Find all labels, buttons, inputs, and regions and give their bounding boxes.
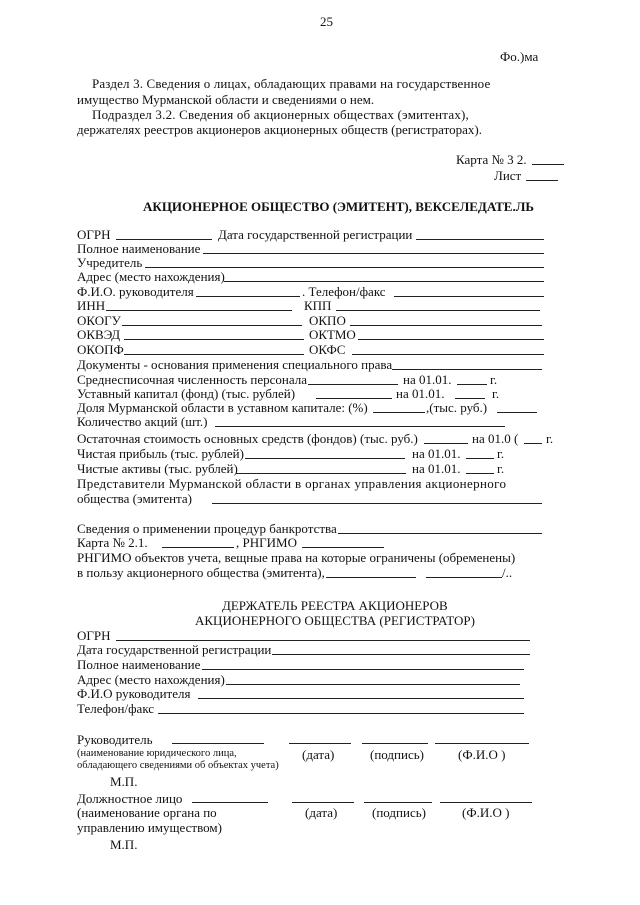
head-date-caption: (дата) (302, 747, 335, 762)
charter-capital-label: Уставный капитал (фонд) (тыс. рублей) (77, 386, 296, 401)
headcount-label: Среднесписочная численность персонала (77, 372, 308, 387)
registrar-reg-date-field[interactable] (272, 654, 530, 655)
in-favor-label: в пользу акционерного общества (эмитента), (77, 565, 325, 580)
okved-field[interactable] (124, 339, 304, 340)
rngimo-field[interactable] (302, 547, 384, 548)
okved-label: ОКВЭД (77, 327, 121, 342)
sheet-label: Лист (494, 168, 522, 183)
net-assets-field[interactable] (236, 473, 406, 474)
reg-date-field[interactable] (416, 239, 544, 240)
official-note-cont: управлению имуществом) (77, 820, 222, 835)
section-3-heading-cont: имущество Мурманской области и сведениями о нем. (77, 92, 375, 107)
charter-capital-year-field[interactable] (455, 398, 485, 399)
headcount-year-suffix: г. (490, 372, 498, 387)
residual-date-label: на 01.0 ( (472, 431, 519, 446)
oktmo-label: ОКТМО (309, 327, 356, 342)
okpo-field[interactable] (350, 325, 542, 326)
shares-count-field[interactable] (215, 426, 505, 427)
bankruptcy-label: Сведения о применении процедур банкротства (77, 521, 337, 536)
director-field[interactable] (196, 296, 300, 297)
section-2-title: ДЕРЖАТЕЛЬ РЕЕСТРА АКЦИОНЕРОВ (222, 598, 448, 613)
sheet-field[interactable] (526, 180, 558, 181)
registrar-address-field[interactable] (226, 684, 520, 685)
documents-field[interactable] (392, 369, 542, 370)
card-2-1-field[interactable] (162, 547, 234, 548)
net-assets-label: Чистые активы (тыс. рублей) (77, 461, 238, 476)
bankruptcy-field[interactable] (338, 533, 542, 534)
ogrn-field[interactable] (116, 239, 212, 240)
representatives-label-cont: общества (эмитента) (77, 491, 192, 506)
representatives-label: Представители Мурманской области в органах управления акционерного (77, 476, 507, 491)
head-sign-caption: (подпись) (370, 747, 424, 762)
phone-fax-field[interactable] (394, 296, 544, 297)
head-sign-field[interactable] (362, 743, 428, 744)
subsection-3-2-heading-cont: держателях реестров акционеров акционерных обществ (регистраторах). (77, 122, 482, 137)
charter-capital-field[interactable] (316, 398, 392, 399)
okogu-label: ОКОГУ (77, 313, 121, 328)
charter-capital-date-label: на 01.01. (396, 386, 445, 401)
headcount-field[interactable] (308, 384, 398, 385)
full-name-field[interactable] (203, 253, 544, 254)
head-fio-field[interactable] (435, 743, 529, 744)
official-name-field[interactable] (192, 802, 268, 803)
official-date-field[interactable] (292, 802, 354, 803)
official-stamp-label: М.П. (110, 837, 138, 852)
official-label: Должностное лицо (77, 791, 183, 806)
okfs-field[interactable] (352, 354, 544, 355)
registrar-address-label: Адрес (место нахождения) (77, 672, 225, 687)
official-date-caption: (дата) (305, 805, 338, 820)
phone-fax-label: . Телефон/факс (302, 284, 386, 299)
head-date-field[interactable] (289, 743, 351, 744)
reg-date-label: Дата государственной регистрации (218, 227, 413, 242)
registrar-phone-fax-field[interactable] (158, 713, 524, 714)
head-fio-caption: (Ф.И.О ) (458, 747, 506, 762)
net-profit-date-label: на 01.01. (412, 446, 461, 461)
rngimo-label: , РНГИМО (236, 535, 297, 550)
official-fio-field[interactable] (440, 802, 532, 803)
section-2-title-cont: АКЦИОНЕРНОГО ОБЩЕСТВА (РЕГИСТРАТОР) (195, 613, 475, 628)
net-profit-label: Чистая прибыль (тыс. рублей) (77, 446, 244, 461)
share-label: Доля Мурманской области в уставном капитале: (%) (77, 400, 368, 415)
form-label: Фо.)ма (500, 49, 539, 64)
in-favor-field-1[interactable] (326, 577, 416, 578)
registrar-director-label: Ф.И.О руководителя (77, 686, 191, 701)
ogrn-label: ОГРН (77, 227, 111, 242)
official-sign-field[interactable] (364, 802, 432, 803)
share-rub-label: ,(тыс. руб.) (426, 400, 488, 415)
card-number-field[interactable] (532, 164, 564, 165)
residual-year-field[interactable] (524, 443, 542, 444)
official-sign-caption: (подпись) (372, 805, 426, 820)
rngimo-encumbered-label: РНГИМО объектов учета, вещные права на которые ограничены (обременены) (77, 550, 516, 565)
head-note-cont: обладающего сведениями об объектах учета) (77, 760, 279, 771)
director-label: Ф.И.О. руководителя (77, 284, 194, 299)
okopf-field[interactable] (124, 354, 304, 355)
net-assets-date-label: на 01.01. (412, 461, 461, 476)
registrar-ogrn-field[interactable] (116, 640, 530, 641)
share-rub-field[interactable] (497, 412, 537, 413)
headcount-year-field[interactable] (457, 384, 487, 385)
registrar-reg-date-label: Дата государственной регистрации (77, 642, 272, 657)
net-assets-year-suffix: г. (497, 461, 505, 476)
registrar-director-field[interactable] (198, 698, 524, 699)
founder-label: Учредитель (77, 255, 143, 270)
kpp-label: КПП (304, 298, 332, 313)
share-percent-field[interactable] (373, 412, 425, 413)
registrar-phone-fax-label: Телефон/факс (77, 701, 155, 716)
registrar-full-name-label: Полное наименование (77, 657, 201, 672)
full-name-label: Полное наименование (77, 241, 201, 256)
oktmo-field[interactable] (358, 339, 544, 340)
card-2-1-label: Карта № 2.1. (77, 535, 148, 550)
representatives-field[interactable] (212, 503, 542, 504)
official-fio-caption: (Ф.И.О ) (462, 805, 510, 820)
net-assets-year-field[interactable] (466, 473, 494, 474)
okfs-label: ОКФС (309, 342, 346, 357)
founder-field[interactable] (145, 267, 544, 268)
address-field[interactable] (224, 281, 544, 282)
head-stamp-label: М.П. (110, 774, 138, 789)
shares-count-label: Количество акций (шт.) (77, 414, 208, 429)
in-favor-slash: /.. (502, 565, 513, 580)
inn-field[interactable] (106, 310, 292, 311)
page-number: 25 (320, 14, 333, 29)
address-label: Адрес (место нахождения) (77, 269, 225, 284)
kpp-field[interactable] (336, 310, 540, 311)
net-profit-field[interactable] (245, 458, 405, 459)
section-1-title: АКЦИОНЕРНОЕ ОБЩЕСТВО (ЭМИТЕНТ), ВЕКСЕЛЕДАТЕ.ЛЬ (143, 199, 534, 214)
documents-label: Документы - основания применения специального права (77, 357, 393, 372)
headcount-date-label: на 01.01. (403, 372, 452, 387)
head-label: Руководитель (77, 732, 153, 747)
head-note: (наименование юридического лица, (77, 748, 237, 759)
head-name-field[interactable] (172, 743, 264, 744)
subsection-3-2-heading: Подраздел 3.2. Сведения об акционерных обществах (эмитентах), (92, 107, 469, 122)
residual-value-label: Остаточная стоимость основных средств (фондов) (тыс. руб.) (77, 431, 418, 446)
net-profit-year-suffix: г. (497, 446, 505, 461)
okpo-label: ОКПО (309, 313, 346, 328)
charter-capital-year-suffix: г. (492, 386, 500, 401)
inn-label: ИНН (77, 298, 106, 313)
official-note: (наименование органа по (77, 805, 217, 820)
card-number-label: Карта № 3 2. (456, 152, 527, 167)
okopf-label: ОКОПФ (77, 342, 124, 357)
registrar-full-name-field[interactable] (202, 669, 524, 670)
okogu-field[interactable] (122, 325, 302, 326)
net-profit-year-field[interactable] (466, 458, 494, 459)
residual-year-suffix: г. (546, 431, 554, 446)
residual-value-field[interactable] (424, 443, 468, 444)
in-favor-field-2[interactable] (426, 577, 502, 578)
registrar-ogrn-label: ОГРН (77, 628, 111, 643)
section-3-heading: Раздел 3. Сведения о лицах, обладающих правами на государственное (92, 76, 491, 91)
